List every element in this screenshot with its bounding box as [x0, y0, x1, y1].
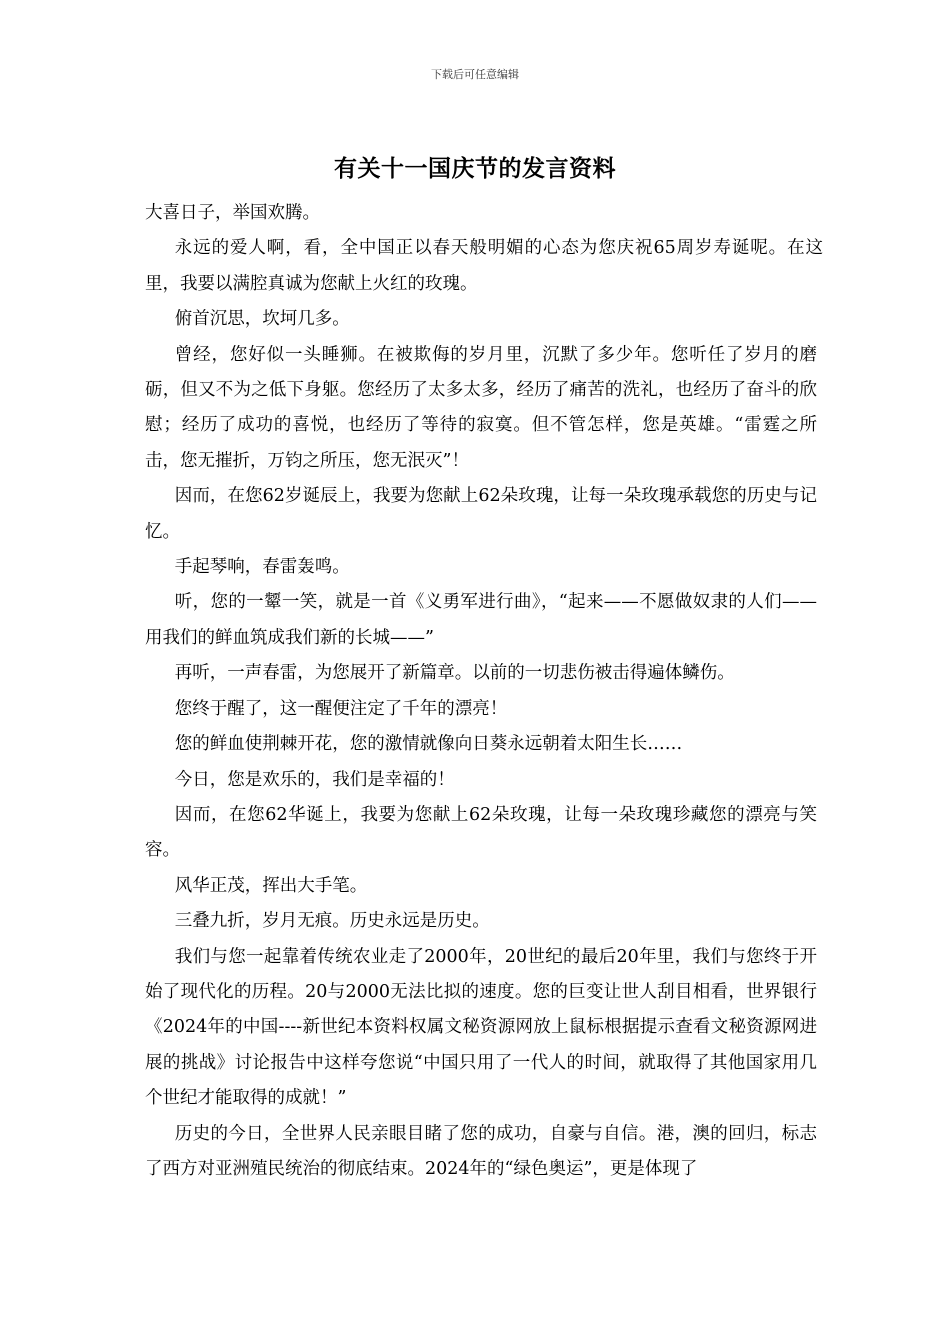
paragraph: 大喜日子，举国欢腾。 — [145, 203, 320, 223]
paragraph: 再听，一声春雷，为您展开了新篇章。以前的一切悲伤被击得遍体鳞伤。 — [174, 663, 735, 684]
paragraph: 三叠九折，岁月无痕。历史永远是历史。 — [174, 911, 490, 932]
paragraph: 历史的今日，全世界人民亲眼目睹了您的成功，自豪与自信。港，澳的回归，标志了西方对亚洲殖民统治的彻底结束。2024年的“绿色奥运”，更是体现了 — [145, 1123, 817, 1179]
document-title: 有关十一国庆节的发言资料 — [334, 155, 616, 182]
paragraph: 永远的爱人啊，看，全中国正以春天般明媚的心态为您庆祝65周岁寿诞呢。在这里，我要以满腔真诚为您献上火红的玫瑰。 — [145, 238, 823, 294]
paragraph: 我们与您一起靠着传统农业走了2000年，20世纪的最后20年里，我们与您终于开始了现代化的历程。20与2000无法比拟的速度。您的巨变让世人刮目相看，世界银行《2024年的中国----新世纪本资料权属文秘资源网放上鼠标根据提示查看文秘资源网进展的挑战》讨论报告中这样夸您说“中国只用了一代人的时间，就取得了其他国家用几个世纪才能取得的成就！” — [145, 946, 817, 1109]
paragraph: 因而，在您62华诞上，我要为您献上62朵玫瑰，让每一朵玫瑰珍藏您的漂亮与笑容。 — [145, 804, 817, 861]
paragraph: 俯首沉思，坎坷几多。 — [174, 309, 350, 330]
paragraph: 曾经，您好似一头睡狮。在被欺侮的岁月里，沉默了多少年。您听任了岁月的磨砺，但又不为之低下身躯。您经历了太多太多，经历了痛苦的洗礼，也经历了奋斗的欣慰；经历了成功的喜悦，也经历了等待的寂寞。但不管怎样，您是英雄。“雷霆之所击，您无摧折，万钧之所压，您无泯灭”！ — [145, 344, 817, 471]
paragraph: 因而，在您62岁诞辰上，我要为您献上62朵玫瑰，让每一朵玫瑰承载您的历史与记忆。 — [145, 486, 817, 542]
paragraph: 您终于醒了，这一醒便注定了千年的漂亮！ — [174, 698, 508, 719]
paragraph: 今日，您是欢乐的，我们是幸福的！ — [174, 769, 455, 790]
paragraph: 风华正茂，挥出大手笔。 — [174, 875, 368, 896]
paragraph: 手起琴响，春雷轰鸣。 — [174, 557, 350, 578]
document-body — [145, 196, 823, 1187]
paragraph: 听，您的一颦一笑，就是一首《义勇军进行曲》，“起来——不愿做奴隶的人们——用我们的鲜血筑成我们新的长城——” — [145, 592, 817, 648]
page-header-note: 下载后可任意编辑 — [431, 68, 519, 81]
paragraph: 您的鲜血使荆棘开花，您的激情就像向日葵永远朝着太阳生长…… — [174, 734, 683, 755]
